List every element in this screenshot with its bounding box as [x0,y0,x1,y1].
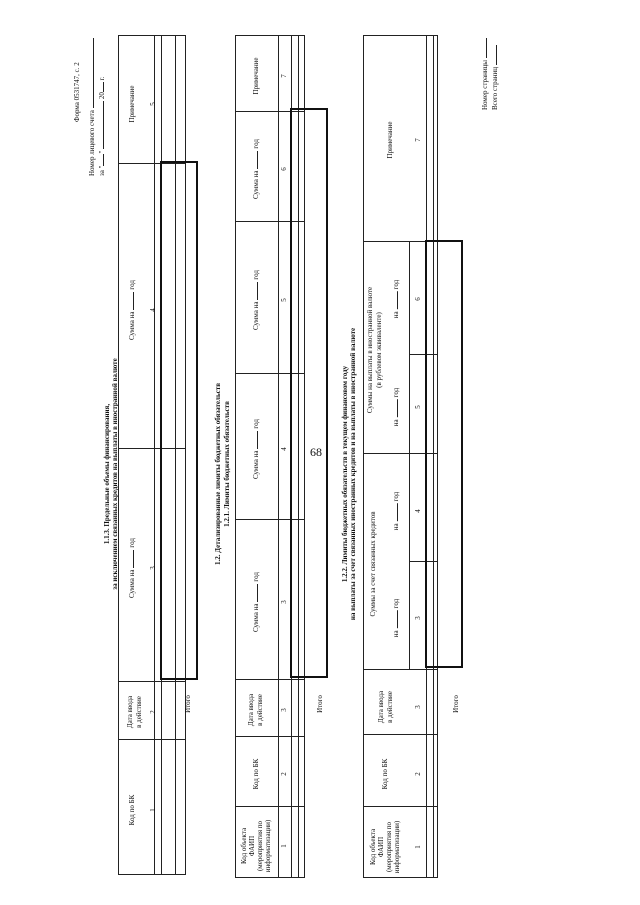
t121-sum4-year-field[interactable] [257,151,258,169]
t122-year-4-field[interactable] [397,291,398,309]
table-113-itogo-box [160,161,198,680]
table-121-itogo-box [290,108,328,678]
page-number-field[interactable] [486,38,487,58]
date-year-field[interactable] [103,82,104,92]
t121-sum3-year-field[interactable] [257,282,258,300]
t122-year-2-field[interactable] [397,503,398,521]
t121-sum2-year-field[interactable] [257,431,258,449]
t122-year-1-field[interactable] [397,610,398,628]
t121-sum1-year-field[interactable] [257,584,258,602]
t122-year-3-field[interactable] [397,399,398,417]
date-month-field[interactable] [103,101,104,149]
account-number-field[interactable] [93,38,94,108]
date-day-field[interactable] [103,154,104,166]
t113-sum2-year-field[interactable] [133,292,134,310]
total-pages-field[interactable] [496,45,497,65]
t113-sum1-year-field[interactable] [133,550,134,568]
page-number: 68 [310,445,322,459]
table-122-itogo-box [425,240,463,668]
